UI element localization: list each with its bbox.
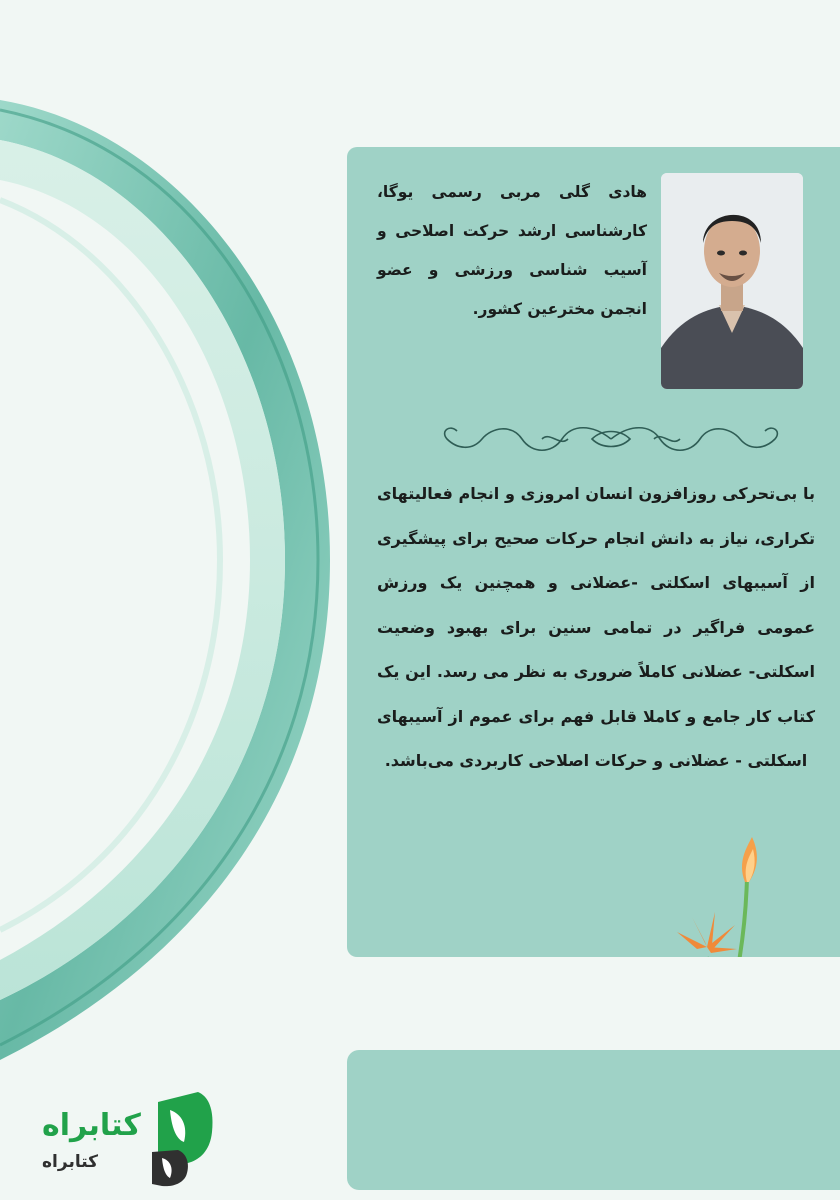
logo-text-small: کتابراه <box>42 1152 99 1172</box>
bottom-panel <box>347 1050 840 1190</box>
portrait-illustration <box>661 173 803 389</box>
author-card <box>347 147 840 957</box>
ketabrah-logo <box>38 1092 218 1187</box>
book-leaf-icon <box>148 1092 218 1187</box>
author-photo <box>661 173 803 389</box>
book-description: با بی‌تحرکی روزافزون انسان امروزی و انجام فعالیتهای تکراری، نیاز به دانش انجام حرکات صحیح برای پیشگیری از آسیبهای اسکلتی -عضلانی و همچنین یک ورزش عمومی فراگیر در تمامی سنین برای بهبود وضعیت اسکلتی- عضلانی کاملاً ضروری به نظر می رسد. این یک کتاب کار جامع و کاملا قابل فهم برای عموم از آسیبهای اسکلتی - عضلانی و حرکات اصلاحی کاربردی می‌باشد. <box>377 484 815 770</box>
flower-illustration <box>667 837 777 957</box>
logo-text: کتابراه <box>42 1108 141 1143</box>
author-bio: هادی گلی مربی رسمی یوگا، کارشناسی ارشد حرکت اصلاحی و آسیب شناسی ورزشی و عضو انجمن مخترعین کشور. <box>377 183 647 318</box>
ornament-divider <box>432 419 790 459</box>
